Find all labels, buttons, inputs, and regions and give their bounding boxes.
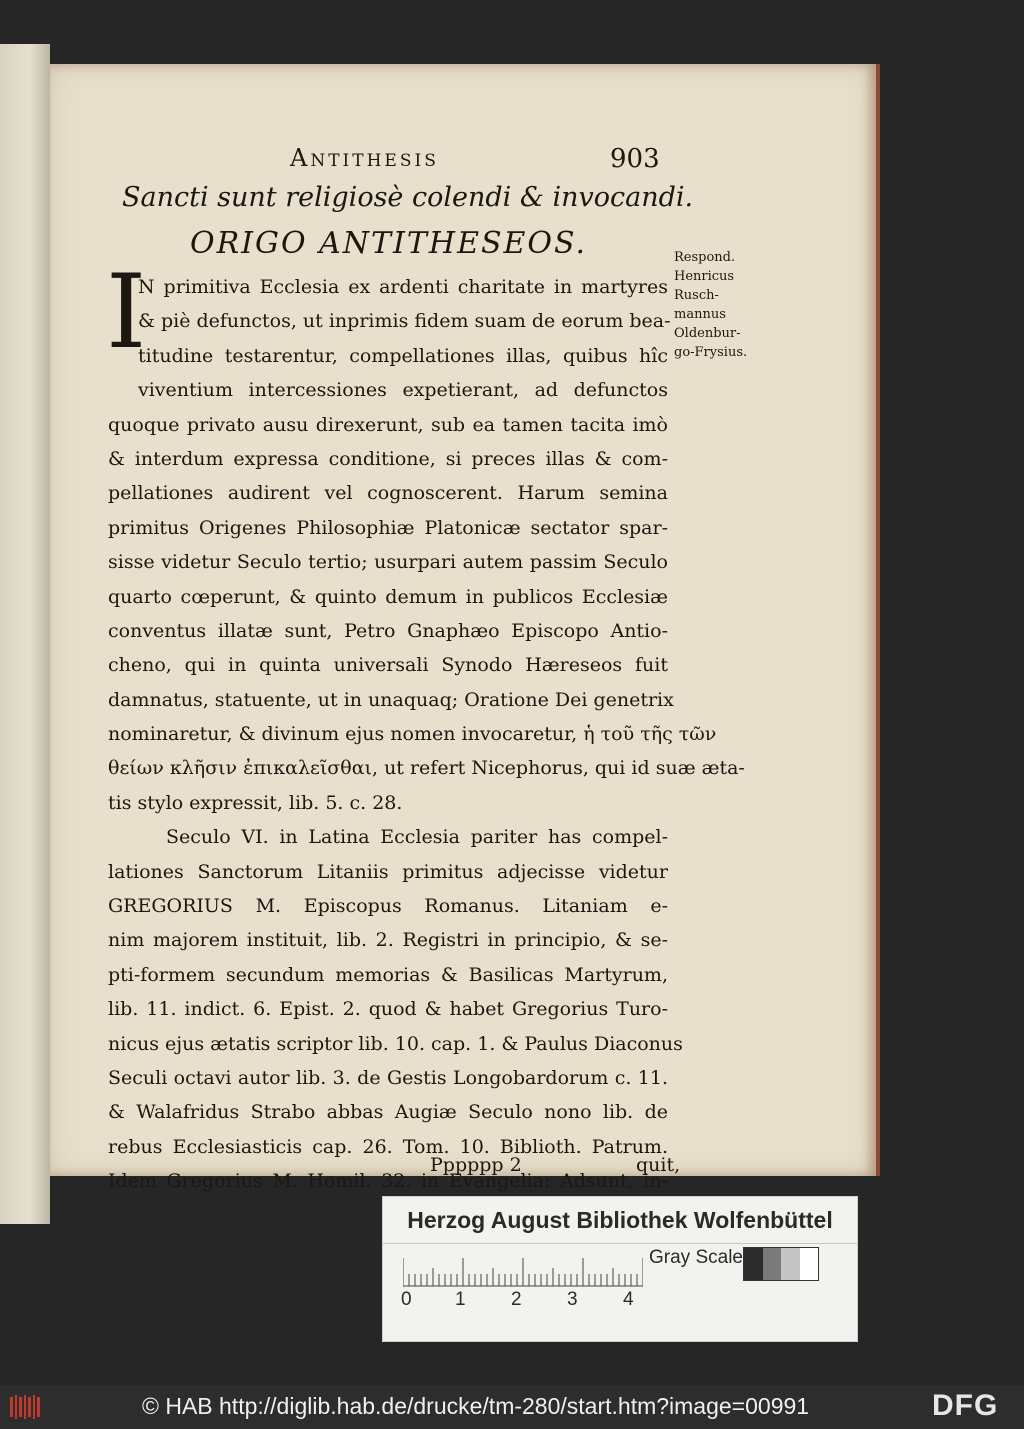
gray-swatch <box>781 1248 800 1280</box>
ruler-label: 2 <box>511 1289 522 1310</box>
text-line: cheno, qui in quinta universali Synodo Hæreseos fuit <box>108 654 668 677</box>
running-head: Antithesis <box>290 144 439 172</box>
text-line: quarto cœperunt, & quinto demum in publicos Ecclesiæ <box>108 585 668 608</box>
text-line: lib. 11. indict. 6. Epist. 2. quod & habet Gregorius Turo- <box>108 998 668 1021</box>
footer-bar <box>0 1385 1024 1429</box>
ruler-label: 3 <box>567 1289 578 1310</box>
text-line: primitus Origenes Philosophiæ Platonicæ sectator spar- <box>108 516 668 539</box>
marginal-note <box>674 248 747 362</box>
text-line: pellationes audirent vel cognoscerent. Harum semina <box>108 482 668 505</box>
card-divider <box>383 1243 857 1244</box>
gray-swatch <box>744 1248 763 1280</box>
drop-cap: I <box>106 253 147 372</box>
page-number: 903 <box>610 144 660 174</box>
library-name: Herzog August Bibliothek Wolfenbüttel <box>407 1207 833 1233</box>
marginal-line: Respond. <box>674 250 736 265</box>
text-line: rebus Ecclesiasticis cap. 26. Tom. 10. Biblioth. Patrum. <box>108 1135 668 1158</box>
marginal-line: Oldenbur- <box>674 326 741 341</box>
ruler-label: 0 <box>401 1289 412 1310</box>
ruler-label: 4 <box>623 1289 634 1310</box>
gray-swatch <box>763 1248 782 1280</box>
text-line: tis stylo expressit, lib. 5. c. 28. <box>108 791 403 814</box>
marginal-line: Rusch- <box>674 288 719 303</box>
text-line: Seculi octavi autor lib. 3. de Gestis Longobardorum c. 11. <box>108 1066 668 1089</box>
text-line: nim majorem instituit, lib. 2. Registri in principio, & se- <box>108 929 668 952</box>
text-line: titudine testarentur, compellationes illas, quibus hîc <box>138 344 668 367</box>
text-line: Seculo VI. in Latina Ecclesia pariter has compel- <box>166 826 668 849</box>
page-subtitle: Sancti sunt religiosè colendi & invocandi. <box>122 182 694 213</box>
text-line: GREGORIUS M. Episcopus Romanus. Litaniam e- <box>108 895 668 918</box>
text-line: quoque privato ausu direxerunt, sub ea tamen tacita imò <box>108 413 668 436</box>
text-line: Idem Gregorius M. Homil. 32. in Evangelia: Adsunt, in- <box>108 1170 668 1193</box>
text-line: pti-formem secundum memorias & Basilicas Martyrum, <box>108 963 668 986</box>
gray-scale-swatches <box>743 1247 819 1281</box>
section-title: ORIGO ANTITHESEOS. <box>190 226 588 261</box>
color-calibration-card <box>382 1196 858 1342</box>
gray-scale-label: Gray Scale <box>649 1247 743 1268</box>
marginal-line: mannus <box>674 307 726 322</box>
scale-ruler <box>403 1257 643 1287</box>
text-line: sisse videtur Seculo tertio; usurpari autem passim Seculo <box>108 551 668 574</box>
marginal-line: go-Frysius. <box>674 345 748 360</box>
text-line: & piè defunctos, ut inprimis fidem suam de eorum bea- <box>138 310 671 333</box>
signature-mark: Pppppp 2 <box>430 1154 522 1176</box>
text-line: nominaretur, & divinum ejus nomen invocaretur, ἡ τοῦ τῆς τῶν <box>108 723 717 746</box>
dfg-logo: DFG <box>932 1389 999 1422</box>
text-line: lationes Sanctorum Litaniis primitus adjecisse videtur <box>108 860 668 883</box>
text-line: & Walafridus Strabo abbas Augiæ Seculo nono lib. de <box>108 1101 668 1124</box>
facing-page-edge <box>0 44 50 1224</box>
marginal-line: Henricus <box>674 269 735 284</box>
text-line: damnatus, statuente, ut in unaquaq; Oratione Dei genetrix <box>108 688 674 711</box>
copyright-link[interactable]: © HAB http://diglib.hab.de/drucke/tm-280/start.htm?image=00991 <box>142 1393 810 1419</box>
text-line: θείων κλῆσιν ἐπικαλεῖσθαι, ut refert Nicephorus, qui id suæ æta- <box>108 757 745 780</box>
ruler-label: 1 <box>455 1289 466 1310</box>
text-line: & interdum expressa conditione, si preces illas & com- <box>108 447 668 470</box>
text-line: conventus illatæ sunt, Petro Gnaphæo Episcopo Antio- <box>108 619 668 642</box>
book-page <box>50 64 880 1193</box>
text-line: viventium intercessiones expetierant, ad defunctos <box>138 379 668 402</box>
catchword: quit, <box>636 1154 681 1176</box>
text-line: nicus ejus ætatis scriptor lib. 10. cap. 1. & Paulus Diaconus <box>108 1032 683 1055</box>
gray-swatch <box>800 1248 819 1280</box>
barcode-icon <box>10 1393 40 1421</box>
text-line: N primitiva Ecclesia ex ardenti charitate in martyres <box>138 276 668 298</box>
